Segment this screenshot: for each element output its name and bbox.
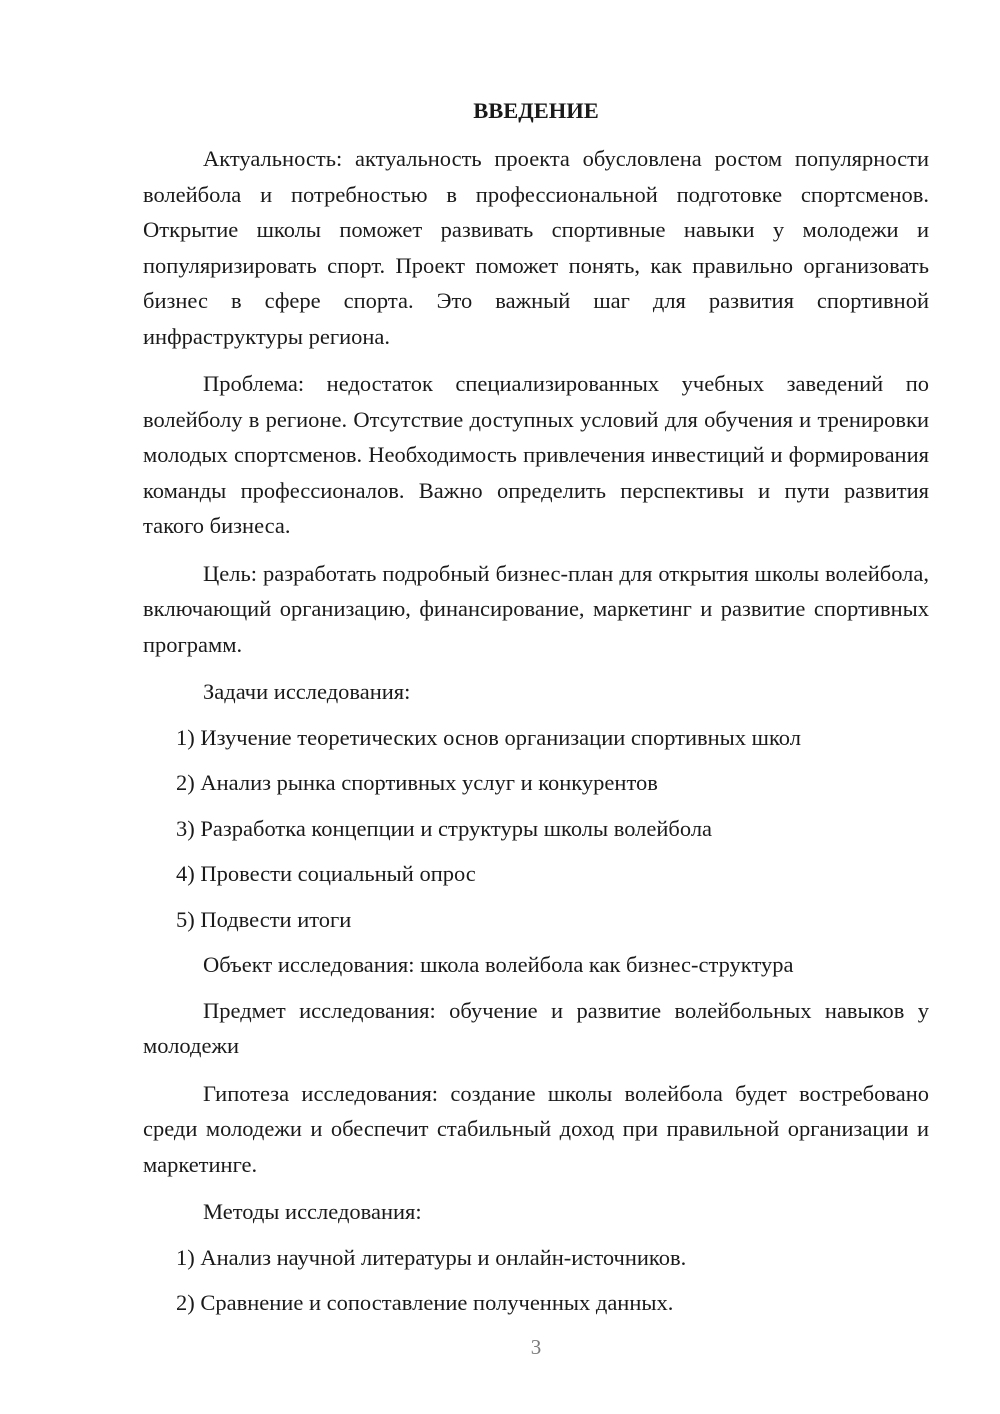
list-item: 1) Изучение теоретических основ организации спортивных школ <box>176 724 801 750</box>
hypothesis-paragraph: Гипотеза исследования: создание школы волейбола будет востребовано среди молодежи и обеспечит стабильный доход при правильной организации и маркетинге. <box>143 1080 929 1177</box>
list-item: 5) Подвести итоги <box>176 906 352 932</box>
tasks-heading: Задачи исследования: <box>203 679 411 704</box>
list-item: 1) Анализ научной литературы и онлайн-источников. <box>176 1244 687 1270</box>
methods-list <box>143 1240 929 1321</box>
page-number: 3 <box>530 1335 542 1359</box>
subject-paragraph: Предмет исследования: обучение и развитие волейбольных навыков у молодежи <box>143 997 929 1058</box>
list-item: 4) Провести социальный опрос <box>176 861 476 886</box>
page-title: ВВЕДЕНИЕ <box>473 98 599 123</box>
page-content <box>143 93 929 1321</box>
tasks-list <box>143 720 929 938</box>
goal-paragraph: Цель: разработать подробный бизнес-план для открытия школы волейбола, включающий организацию, финансирование, маркетинг и развитие спортивных программ. <box>143 560 929 657</box>
list-item: 3) Разработка концепции и структуры школы волейбола <box>176 815 713 841</box>
problem-paragraph: Проблема: недостаток специализированных учебных заведений по волейболу в регионе. Отсутствие доступных условий для обучения и тренировки молодых спортсменов. Необходимость привлечения инвестиций и формирования команды профессионалов. Важно определить перспективы и пути развития такого бизнеса. <box>143 371 929 538</box>
list-item: 2) Сравнение и сопоставление полученных данных. <box>176 1290 674 1315</box>
relevance-paragraph: Актуальность: актуальность проекта обусловлена ростом популярности волейбола и потребностью в профессиональной подготовке спортсменов. Открытие школы поможет развивать спортивные навыки у молодежи и популяризировать спорт. Проект поможет понять, как правильно организовать бизнес в сфере спорта. Это важный шаг для развития спортивной инфраструктуры региона. <box>143 146 929 349</box>
list-item: 2) Анализ рынка спортивных услуг и конкурентов <box>176 770 658 795</box>
object-paragraph: Объект исследования: школа волейбола как бизнес-структура <box>203 952 794 977</box>
methods-heading: Методы исследования: <box>203 1199 422 1224</box>
